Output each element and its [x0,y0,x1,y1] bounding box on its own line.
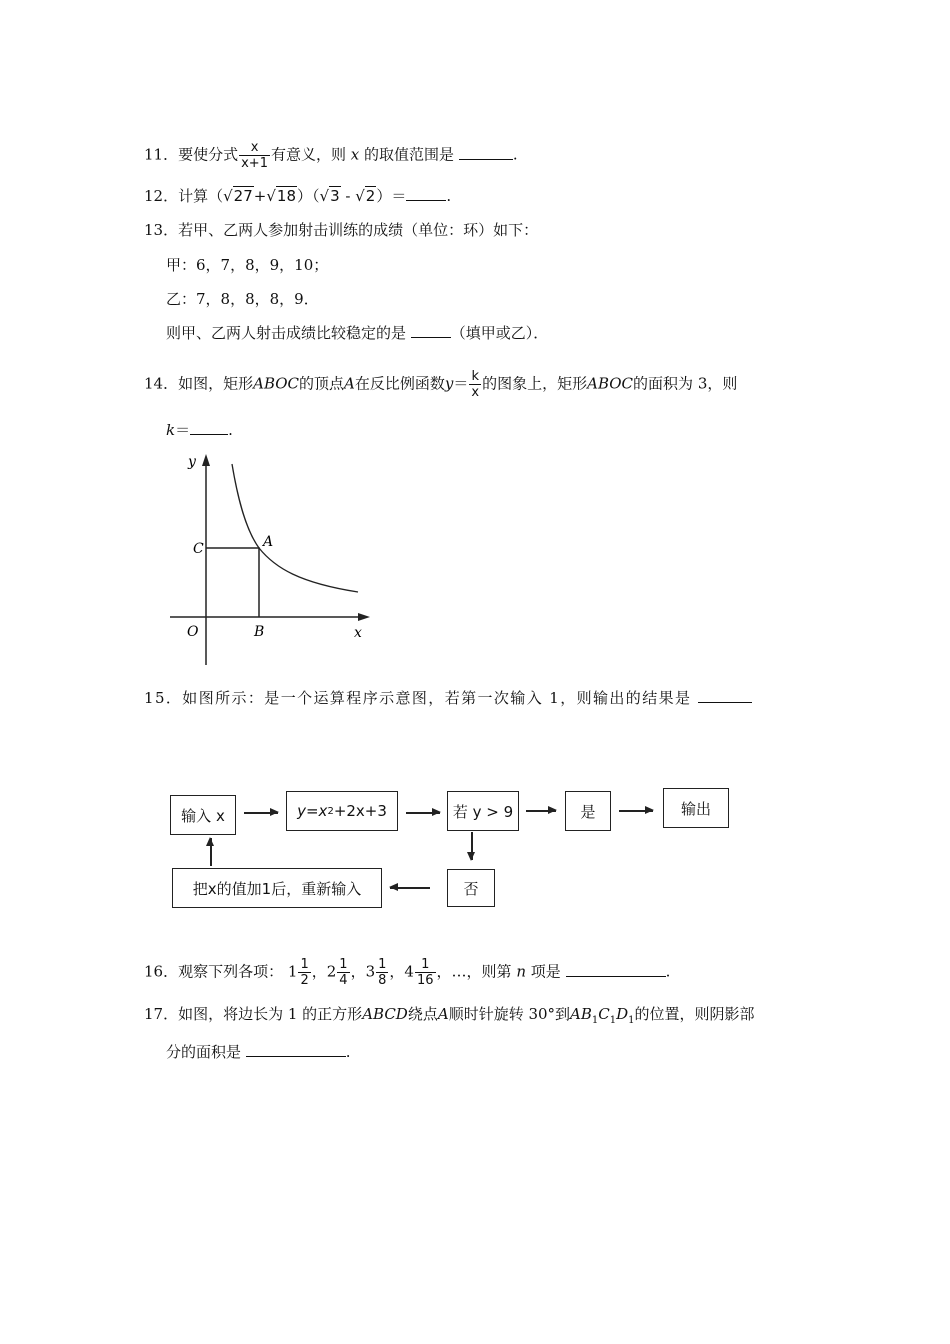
answer-blank[interactable] [411,323,451,338]
flow-arrow-left [390,887,430,889]
flow-arrow [244,812,278,814]
fraction: $\frac{k}{x}$ [471,369,480,400]
question-16: 16．观察下列各项： 1 $\frac{1}{2}$ ，2 $\frac{1}{4}$ ，3 $\frac{1}{8}$ ，4 $\frac{1}{16}$ ，…，则第 n 项是 . [144,957,671,988]
label-x: x [354,625,362,641]
square-root: √18 [266,187,296,205]
question-17: 17．如图，将边长为 1 的正方形ABCD绕点A顺时针旋转 30°到$AB_1C_1D_1$的位置，则阴影部 [144,1005,755,1026]
question-number: 17． [144,1005,179,1023]
flow-output-box: 输出 [663,788,729,828]
flow-yes-box: 是 [565,791,611,831]
question-12: 12．计算（√27+√18）（√3 - √2）＝ . [144,187,452,205]
question-15: 15．如图所示：是一个运算程序示意图，若第一次输入 1，则输出的结果是 [144,688,752,708]
question-14: 14．如图，矩形ABOC的顶点A在反比例函数y＝ $\frac{k}{x}$ 的图象上，矩形ABOC的面积为 3，则 [144,369,738,400]
question-13-ask: 则甲、乙两人射击成绩比较稳定的是 （填甲或乙）． [166,324,549,342]
mixed-number: 4 $\frac{1}{16}$ [404,957,434,988]
flow-no-box: 否 [447,869,495,907]
flow-arrow [526,810,556,812]
question-number: 11． [144,145,179,164]
mixed-number: 1 $\frac{1}{2}$ [287,957,309,988]
flow-arrow-up [210,838,212,866]
scores-jia: 甲：6，7，8，9，10； [166,256,329,274]
answer-blank[interactable] [566,962,666,977]
question-14-ask: k＝ . [166,421,233,439]
hyperbola-curve [232,464,358,592]
rectangle-abo-c [206,548,259,617]
square-root: √2 [355,187,376,205]
label-b: B [254,624,265,640]
answer-blank[interactable] [406,186,446,201]
question-number: 15． [144,689,183,707]
square-root: √27 [223,187,253,205]
flow-arrow-down [471,832,473,860]
flow-formula-box: y = x 2 +2x+3 [286,791,398,831]
flow-input-box: 输入 x [170,795,236,835]
label-a: A [263,534,274,550]
flow-retry-box: 把x的值加1后，重新输入 [172,868,382,908]
fraction: $\frac{x}{x+1}$ [241,140,268,171]
flow-condition-box: 若 y > 9 [447,791,519,831]
question-11: 11．要使分式 $\frac{x}{x+1}$ 有意义，则 x 的取值范围是 . [144,140,518,171]
flow-arrow [406,812,440,814]
answer-blank[interactable] [698,688,752,703]
question-number: 13． [144,221,179,239]
square-root: √3 [319,187,340,205]
mixed-number: 2 $\frac{1}{4}$ [326,957,348,988]
answer-blank[interactable] [190,420,228,435]
question-number: 14． [144,374,179,393]
label-y: y [188,454,196,470]
question-13: 13．若甲、乙两人参加射击训练的成绩（单位：环）如下： [144,221,539,239]
flow-arrow [619,810,653,812]
question-number: 16． [144,962,179,981]
label-c: C [193,541,204,557]
x-axis-arrow-icon [358,613,370,621]
scores-yi: 乙：7，8，8，8，9． [166,290,319,308]
label-o: O [187,624,199,640]
y-axis-arrow-icon [202,454,210,466]
mixed-number: 3 $\frac{1}{8}$ [365,957,387,988]
question-number: 12． [144,187,179,205]
question-17-ask: 分的面积是 . [166,1043,351,1061]
answer-blank[interactable] [459,145,513,160]
answer-blank[interactable] [246,1042,346,1057]
